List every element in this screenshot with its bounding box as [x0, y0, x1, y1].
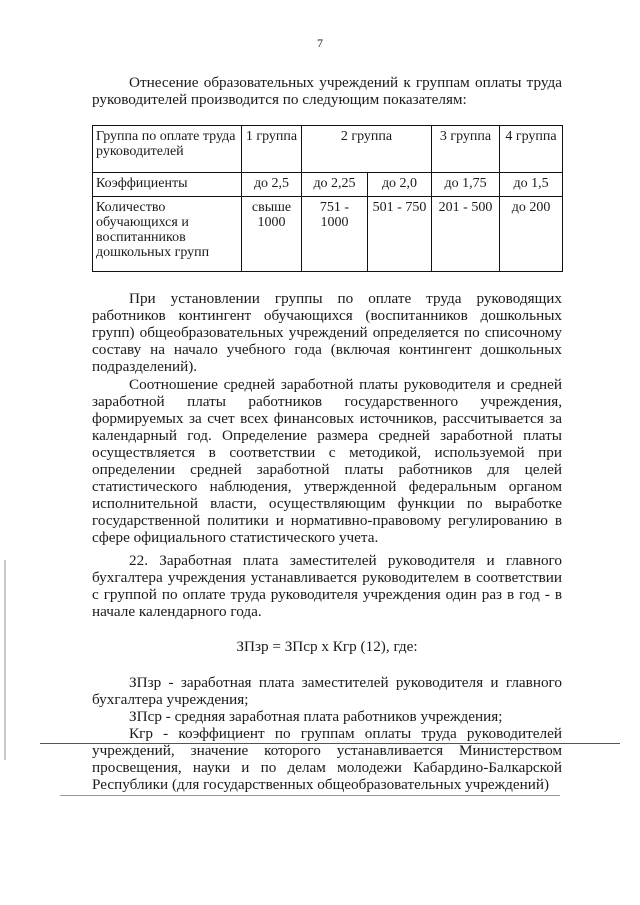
- table-cell-group4: 4 группа: [500, 126, 563, 173]
- definition-zpsr: ЗПср - средняя заработная плата работников учреждения;: [129, 708, 503, 725]
- table-row-coefficients: [93, 173, 563, 197]
- scan-edge-mark: [4, 560, 6, 760]
- groups-table-container: [92, 125, 562, 271]
- scan-line-lower: [60, 795, 560, 796]
- table-row-count: [93, 197, 563, 272]
- table-cell-coef-4: до 1,5: [500, 173, 563, 197]
- table-cell-header-label: Группа по оплате труда руководителей: [93, 126, 242, 173]
- table-cell-coef-1: до 2,5: [242, 173, 302, 197]
- table-cell-count-2a: 751 - 1000: [302, 197, 368, 272]
- paragraph-contingent: При установлении группы по оплате труда руководящих работников контингент обучающихся (воспитанников дошкольных групп) общеобразовательных учреждений определяется по списочному составу на начало учебного года (включая контингент дошкольных подразделений).: [92, 290, 562, 375]
- table-cell-count-4: до 200: [500, 197, 563, 272]
- groups-table: [92, 125, 563, 272]
- definition-zpzr: ЗПзр - заработная плата заместителей руководителя и главного бухгалтера учреждения;: [92, 674, 562, 708]
- table-cell-coef-label: Коэффициенты: [93, 173, 242, 197]
- table-header-row: [93, 126, 563, 173]
- definition-kgr: Кгр - коэффициент по группам оплаты труда руководителей учреждений, значение которого устанавливается Министерством просвещения, науки и по делам молодежи Кабардино-Балкарской Республики (для государственных общеобразовательных учреждений): [92, 725, 562, 793]
- paragraph-deputy-salary: 22. Заработная плата заместителей руководителя и главного бухгалтера учреждения устанавливается руководителем в соответствии с группой по оплате труда руководителя учреждения один раз в год - в начале календарного года.: [92, 552, 562, 620]
- table-cell-group3: 3 группа: [432, 126, 500, 173]
- table-cell-coef-2a: до 2,25: [302, 173, 368, 197]
- table-cell-count-label: Количество обучающихся и воспитанников дошкольных групп: [93, 197, 242, 272]
- page-number: 7: [317, 36, 323, 50]
- paragraph-salary-ratio: Соотношение средней заработной платы руководителя и средней заработной платы работников государственного учреждения, формируемых за счет всех финансовых источников, рассчитывается за календарный год. Определение размера средней заработной платы осуществляется в соответствии с методикой, используемой при определении средней заработной платы работников для целей статистического наблюдения, утвержденной федеральным органом исполнительной власти, осуществляющим функции по выработке государственной политики и нормативно-правовому регулированию в сфере официального статистического учета.: [92, 376, 562, 546]
- table-cell-group2: 2 группа: [302, 126, 432, 173]
- intro-paragraph: Отнесение образовательных учреждений к группам оплаты труда руководителей производится по следующим показателям:: [92, 74, 562, 108]
- table-cell-count-3: 201 - 500: [432, 197, 500, 272]
- table-cell-coef-3: до 1,75: [432, 173, 500, 197]
- table-cell-group1: 1 группа: [242, 126, 302, 173]
- table-cell-count-1: свыше 1000: [242, 197, 302, 272]
- scan-line-upper: [40, 743, 620, 744]
- table-cell-count-2b: 501 - 750: [368, 197, 432, 272]
- formula: ЗПзр = ЗПср х Кгр (12), где:: [236, 638, 418, 655]
- table-cell-coef-2b: до 2,0: [368, 173, 432, 197]
